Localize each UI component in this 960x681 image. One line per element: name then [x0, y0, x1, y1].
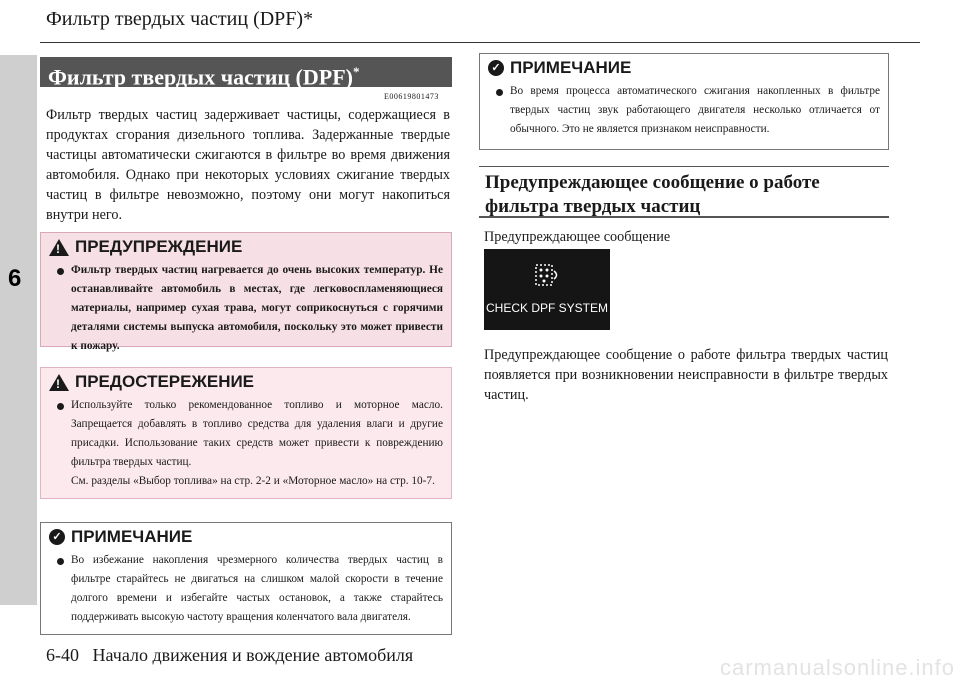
watermark: carmanualsonline.info: [720, 655, 956, 680]
section-title: [40, 57, 452, 90]
dpf-filter-icon: [532, 261, 562, 291]
section-title-text: Фильтр твердых частиц (DPF): [48, 64, 353, 90]
caution-text: Используйте только рекомендованное топливо и моторное масло. Запрещается добавлять в топливо средства для удаления влаги и другие присадки. Использование таких средств может привести к повреждению фильтра твердых частиц.: [71, 399, 443, 468]
bullet-icon: [496, 89, 503, 96]
page-number: 6-40: [46, 645, 79, 665]
warning-triangle-icon: [49, 239, 69, 256]
subsection-text: Предупреждающее сообщение о работе фильтра твердых частиц появляется при возникновении неисправности в фильтре твердых частиц.: [484, 347, 888, 403]
caution-label: ПРЕДОСТЕРЕЖЕНИЕ: [75, 372, 255, 391]
section-code: E00619801473: [384, 92, 439, 101]
caution-item: [41, 396, 451, 491]
warning-label: ПРЕДУПРЕЖДЕНИЕ: [75, 237, 243, 256]
dpf-warning-display: [484, 249, 610, 330]
caution-triangle-icon: [49, 374, 69, 391]
page-header-title: Фильтр твердых частиц (DPF)*: [46, 8, 314, 30]
warning-header: [41, 233, 451, 261]
page-footer: [46, 645, 413, 666]
warning-box: [40, 232, 452, 352]
caution-header: [41, 368, 451, 396]
bullet-icon: [57, 268, 64, 275]
chapter-number: 6: [8, 265, 22, 292]
section-intro: Фильтр твердых частиц задерживает частицы, содержащиеся в продуктах сгорания дизельного топлива. Задержанные твердые частицы автоматически сжигаются в фильтре во время движения автомобиля. Однако при некоторых условиях сжигание твердых частиц в фильтре невозможно, поэтому они могут накопиться внутри него.: [46, 107, 450, 223]
note-label-left: ПРИМЕЧАНИЕ: [71, 527, 193, 546]
note-text-left: Во избежание накопления чрезмерного количества твердых частиц в фильтре старайтесь не двигаться на слишком малой скорости в течение долгого времени и избегайте частых остановок, а также старайтесь поддерживать высокую частоту вращения коленчатого вала двигателя.: [71, 554, 443, 623]
note-box-right: [479, 53, 889, 150]
note-label-right: ПРИМЕЧАНИЕ: [510, 58, 632, 77]
note-header-left: [41, 523, 451, 551]
dpf-display-text: CHECK DPF SYSTEM: [485, 301, 608, 315]
note-text-right: Во время процесса автоматического сжигания накопленных в фильтре твердых частиц звук работающего двигателя несколько отличается от обычного. Это не является признаком неисправности.: [510, 85, 880, 135]
caution-reference: См. разделы «Выбор топлива» на стр. 2-2 и «Моторное масло» на стр. 10-7.: [71, 475, 435, 487]
note-item-right: [480, 82, 888, 139]
note-box-left: [40, 522, 452, 635]
note-check-icon: ✓: [488, 60, 504, 76]
chapter-sidebar: [0, 55, 37, 605]
warning-text: Фильтр твердых частиц нагревается до очень высоких температур. Не останавливайте автомобиль в местах, где легковоспламеняющиеся материалы, например сухая трава, могут соприкоснуться с горячими деталями системы выпуска автомобиля, поскольку это может привести к пожару.: [71, 264, 443, 352]
note-check-icon: ✓: [49, 529, 65, 545]
note-header-right: [480, 54, 888, 82]
note-item-left: [41, 551, 451, 627]
subsection-caption: Предупреждающее сообщение: [484, 229, 671, 245]
bullet-icon: [57, 403, 64, 410]
caution-box: [40, 367, 452, 499]
warning-item: [41, 261, 451, 356]
subsection-title: Предупреждающее сообщение о работе фильтра твердых частиц: [479, 166, 889, 218]
footer-chapter-title: Начало движения и вождение автомобиля: [92, 645, 414, 665]
header-divider: [40, 42, 920, 43]
bullet-icon: [57, 558, 64, 565]
section-title-mark: *: [352, 64, 360, 79]
